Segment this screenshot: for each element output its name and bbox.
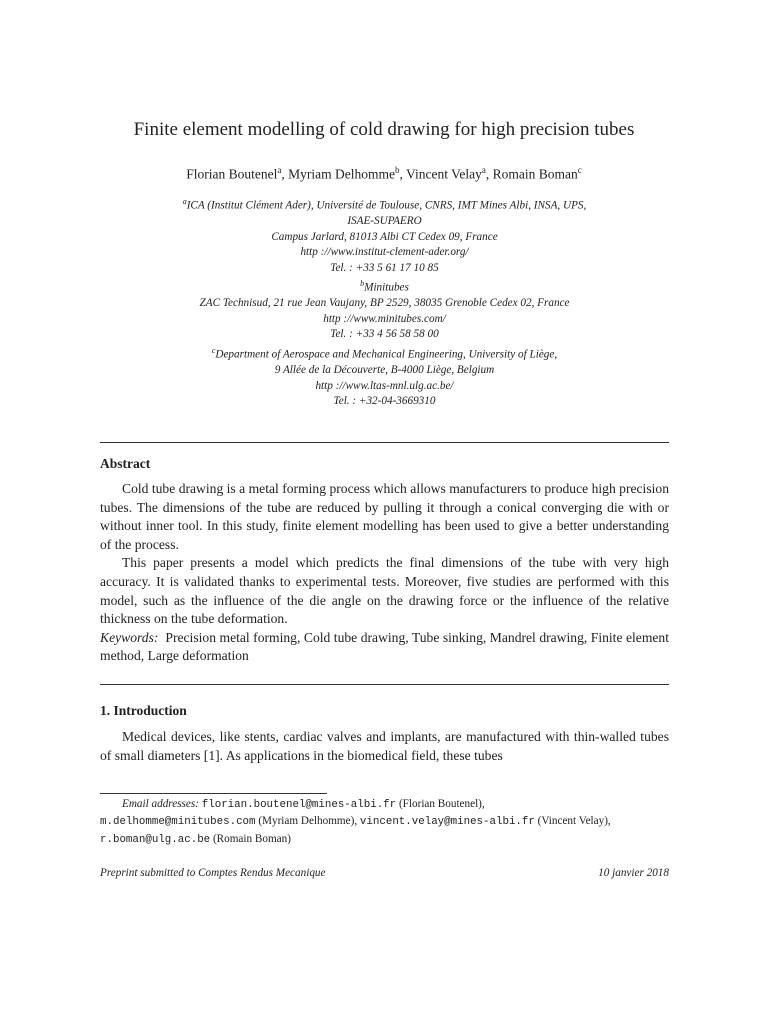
affiliation-b-line2: ZAC Technisud, 21 rue Jean Vaujany, BP 2529, 38035 Grenoble Cedex 02, France bbox=[199, 297, 570, 310]
email-owner: (Vincent Velay), bbox=[537, 815, 611, 828]
affiliations bbox=[100, 194, 669, 410]
footer-date: 10 janvier 2018 bbox=[598, 867, 669, 879]
affiliation-b-tel: Tel. : +33 4 56 58 58 00 bbox=[330, 328, 439, 341]
keywords-label: Keywords: bbox=[100, 629, 159, 645]
email-owner: (Florian Boutenel), bbox=[398, 798, 485, 810]
affiliation-a-line2: ISAE-SUPAERO bbox=[347, 215, 422, 228]
author-list: Florian Boutenel$^a$, Myriam Delhomme$^b$, Vincent Velay$^a$, Romain Boman$^c$ bbox=[186, 165, 582, 182]
footer-submission: Preprint submitted to Comptes Rendus Mecanique bbox=[100, 867, 326, 879]
affiliation-c-line1: $^c$Department of Aerospace and Mechanical Engineering, University of Liège, bbox=[211, 345, 558, 361]
introduction-body bbox=[100, 728, 669, 765]
abstract-top-rule bbox=[100, 442, 669, 443]
keywords bbox=[100, 629, 669, 666]
email-link[interactable]: r.boman@ulg.ac.be bbox=[100, 833, 211, 846]
email-owner: (Romain Boman) bbox=[212, 832, 291, 845]
paper-title: Finite element modelling of cold drawing for high precision tubes bbox=[133, 119, 635, 140]
abstract-bottom-rule bbox=[100, 684, 669, 685]
email-owner: (Myriam Delhomme), bbox=[258, 815, 358, 828]
footnote-rule bbox=[100, 793, 327, 794]
email-footnote bbox=[100, 796, 669, 848]
abstract-paragraph: Cold tube drawing is a metal forming process which allows manufacturers to produce high precision tubes. The dimensions of the tube are reduced by pulling it through a conical converging die with or without inner tool. In this study, finite element modelling has been used to give a better understanding of the process. bbox=[100, 481, 669, 552]
affiliation-c-tel: Tel. : +32-04-3669310 bbox=[333, 395, 436, 408]
author-name: Florian Boutenel bbox=[186, 166, 278, 182]
affiliation-c-line2: 9 Allée de la Découverte, B-4000 Liège, Belgium bbox=[274, 364, 495, 377]
affiliation-a-url: http ://www.institut-clement-ader.org/ bbox=[300, 246, 469, 259]
email-label: Email addresses: bbox=[122, 798, 199, 810]
email-link[interactable]: m.delhomme@minitubes.com bbox=[100, 816, 256, 829]
affiliation-a-tel: Tel. : +33 5 61 17 10 85 bbox=[330, 261, 439, 274]
author-sup: b bbox=[395, 165, 400, 175]
author-sup: a bbox=[277, 165, 282, 175]
email-link[interactable]: florian.boutenel@mines-albi.fr bbox=[201, 799, 397, 811]
abstract-heading: Abstract bbox=[100, 456, 151, 471]
affiliation-b-url: http ://www.minitubes.com/ bbox=[323, 312, 446, 325]
keywords-list: Precision metal forming, Cold tube drawing, Tube sinking, Mandrel drawing, Finite element method, Large deformation bbox=[100, 629, 670, 664]
author-sup: c bbox=[577, 165, 582, 175]
section-heading-introduction: 1. Introduction bbox=[100, 703, 187, 718]
page-footer bbox=[100, 867, 669, 879]
intro-paragraph: Medical devices, like stents, cardiac valves and implants, are manufactured with thin-walled tubes of small diameters [1]. As applications in the biomedical field, these tubes bbox=[100, 729, 669, 763]
affiliation-c-url: http ://www.ltas-mnl.ulg.ac.be/ bbox=[315, 379, 454, 392]
author-name: Romain Boman bbox=[492, 166, 578, 182]
abstract-paragraph: This paper presents a model which predicts the final dimensions of the tube with very high accuracy. It is validated thanks to experimental tests. Moreover, five studies are performed with this model, such as the influence of the die angle on the drawing force or the influence of the relative thickness on the tube deformation. bbox=[100, 555, 669, 627]
affiliation-a-line3: Campus Jarlard, 81013 Albi CT Cedex 09, France bbox=[271, 230, 498, 243]
abstract-body bbox=[100, 480, 669, 666]
author-name: Myriam Delhomme bbox=[288, 166, 396, 182]
affiliation-b-line1: $^b$Minitubes bbox=[360, 279, 409, 294]
author-sup: a bbox=[481, 165, 486, 175]
affiliation-a-line1: $^a$ICA (Institut Clément Ader), Université de Toulouse, CNRS, IMT Mines Albi, INSA, UPS, bbox=[182, 197, 587, 212]
email-link[interactable]: vincent.velay@mines-albi.fr bbox=[359, 816, 535, 829]
author-name: Vincent Velay bbox=[406, 166, 482, 182]
